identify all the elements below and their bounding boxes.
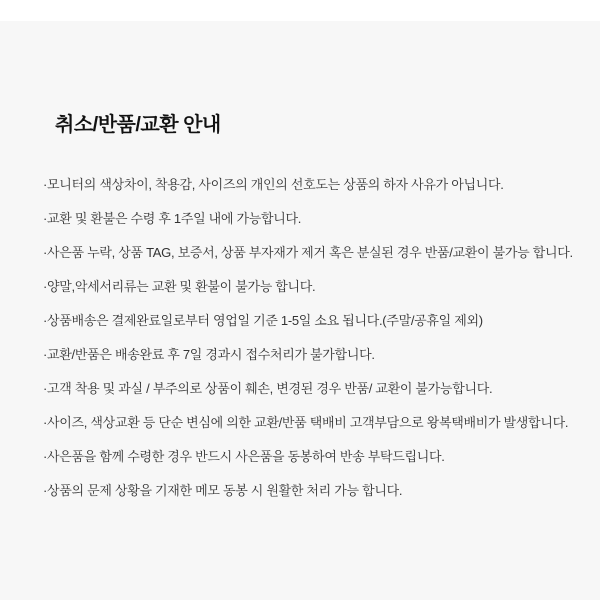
notice-item: ·양말,악세서리류는 교환 및 환불이 불가능 합니다. bbox=[43, 279, 316, 294]
notice-item: ·상품배송은 결제완료일로부터 영업일 기준 1-5일 소요 됩니다.(주말/공휴일 제외) bbox=[43, 313, 483, 328]
notice-item: ·사은품을 함께 수령한 경우 반드시 사은품을 동봉하여 반송 부탁드립니다. bbox=[43, 449, 445, 464]
notice-item: ·상품의 문제 상황을 기재한 메모 동봉 시 원활한 처리 가능 합니다. bbox=[43, 483, 403, 498]
notice-list bbox=[40, 168, 573, 508]
notice-item: ·고객 착용 및 과실 / 부주의로 상품이 훼손, 변경된 경우 반품/ 교환이 불가능합니다. bbox=[43, 381, 493, 396]
notice-title: 취소/반품/교환 안내 bbox=[55, 114, 221, 136]
top-white-strip bbox=[0, 0, 600, 21]
notice-item: ·교환 및 환불은 수령 후 1주일 내에 가능합니다. bbox=[43, 211, 302, 226]
notice-item: ·사이즈, 색상교환 등 단순 변심에 의한 교환/반품 택배비 고객부담으로 왕복택배비가 발생합니다. bbox=[43, 415, 569, 430]
notice-item: ·교환/반품은 배송완료 후 7일 경과시 접수처리가 불가합니다. bbox=[43, 347, 375, 362]
return-exchange-notice-panel bbox=[0, 21, 600, 600]
notice-item: ·모니터의 색상차이, 착용감, 사이즈의 개인의 선호도는 상품의 하자 사유가 아닙니다. bbox=[43, 177, 504, 192]
notice-item: ·사은품 누락, 상품 TAG, 보증서, 상품 부자재가 제거 혹은 분실된 경우 반품/교환이 불가능 합니다. bbox=[43, 245, 573, 260]
